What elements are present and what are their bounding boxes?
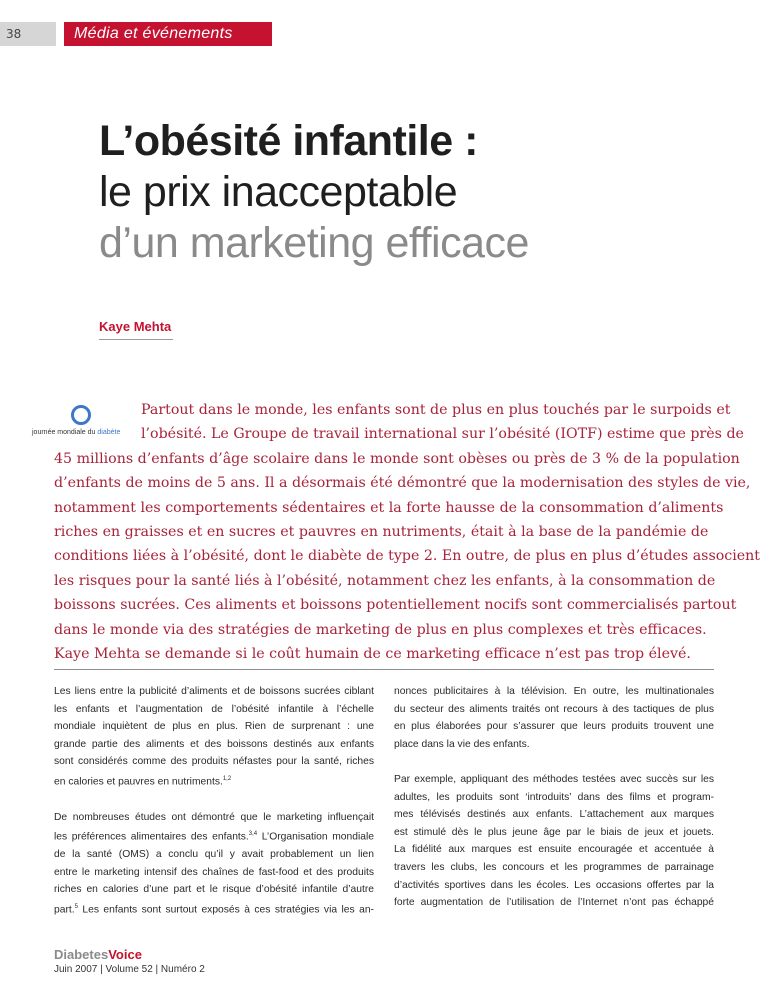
divider	[54, 669, 714, 670]
body-line: grande partie des aliments et des boissons destinés aux enfants	[54, 738, 374, 750]
body-line: entre le marketing intensif des chaînes de fast-food et des produits	[54, 866, 374, 878]
body-line: De nombreuses études ont démontré que le marketing influençait	[54, 811, 374, 823]
body-line: forte augmentation de l’utilisation de l’Internet n’ont pas échappé	[394, 897, 714, 909]
intro-line: riches en graisses et en sucres et pauvres en nutriments, était à la base de la pandémie de	[54, 524, 709, 541]
body-line: adultes, les produits sont ‘introduits’ dans des films et program-	[394, 791, 714, 803]
body-text: L’Organisation mondiale	[257, 831, 375, 843]
section-title: Média et événements	[64, 22, 272, 46]
body-column-left	[54, 683, 374, 937]
intro-line: 45 millions d’enfants d’âge scolaire dans le monde sont obèses ou près de 3 % de la population	[54, 450, 740, 467]
intro-line: notamment les comportements sédentaires et la forte hausse de la consommation d’aliments	[54, 499, 724, 516]
issue-info: Juin 2007 | Volume 52 | Numéro 2	[54, 964, 205, 975]
body-line: du secteur des aliments traités ont recours à des tactiques de plus	[394, 703, 714, 715]
title-line-1: L’obésité infantile :	[99, 117, 478, 165]
body-paragraph	[54, 683, 374, 791]
body-line	[54, 771, 374, 791]
intro-line: d’enfants de moins de 5 ans. Il a désormais été démontré que la modernisation des styles de vie,	[54, 475, 751, 492]
logo-caption-highlight: diabète	[97, 429, 121, 436]
body-line: est stimulé dès le plus jeune âge par le biais de jeux et jouets.	[394, 826, 714, 838]
intro-line: dans le monde via des stratégies de marketing de plus en plus complexes et très efficaces.	[54, 621, 707, 638]
reference: 1,2	[222, 775, 232, 782]
body-paragraph	[394, 683, 714, 753]
body-column-right	[394, 683, 714, 929]
body-line: Par exemple, appliquant des méthodes testées avec succès sur les	[394, 773, 714, 785]
body-line: en plus élaborées pour s’assurer que leurs produits trouvent une	[394, 721, 714, 733]
body-line: les enfants et l’augmentation de l’obésité infantile à l’échelle	[54, 703, 374, 715]
body-line: d’activités sportives dans les écoles. Les occasions offertes par la	[394, 879, 714, 891]
reference: 3,4	[248, 831, 258, 838]
brand-prefix: Diabetes	[54, 947, 109, 962]
body-line: place dans la vie des enfants.	[394, 738, 530, 750]
body-line	[54, 899, 374, 919]
body-paragraph	[394, 771, 714, 912]
body-line: Les liens entre la publicité d’aliments et de boissons sucrées ciblant	[54, 686, 374, 697]
body-line	[54, 826, 374, 846]
intro-line: conditions liées à l’obésité, dont le diabète de type 2. En outre, de plus en plus d’études associent	[54, 548, 760, 565]
title-line-3: d’un marketing efficace	[99, 219, 529, 267]
intro-line: boissons sucrées. Ces aliments et boissons potentiellement nocifs sont commercialisés partout	[54, 597, 737, 614]
body-line: nonces publicitaires à la télévision. En outre, les multinationales	[394, 686, 714, 697]
intro-line: l’obésité. Le Groupe de travail international sur l’obésité (IOTF) estime que près de	[141, 426, 744, 443]
body-text: part.	[54, 904, 75, 916]
body-line: mes télévisés destinés aux enfants. L’attachement aux marques	[394, 809, 714, 821]
intro-line: Partout dans le monde, les enfants sont de plus en plus touchés par le surpoids et	[141, 402, 731, 418]
body-text: en calories et pauvres en nutriments.	[54, 776, 223, 788]
body-text: Les enfants sont surtout exposés à ces stratégies via les an-	[77, 904, 374, 916]
logo-caption-prefix: journée mondiale du	[32, 429, 96, 436]
brand-suffix: Voice	[108, 947, 142, 962]
author-byline: Kaye Mehta	[99, 319, 173, 340]
magazine-logo	[54, 947, 142, 962]
body-line: La fidélité aux marques est ensuite encouragée et accentuée à	[394, 844, 714, 856]
body-line: de la santé (OMS) a conclu qu’il y avait probablement un lien	[54, 849, 374, 861]
page-number: 38	[0, 22, 56, 46]
article-title	[99, 116, 739, 269]
body-text: les préférences alimentaires des enfants.	[54, 831, 249, 843]
body-line: mondiale inquiètent de plus en plus. Rien de surprenant : une	[54, 721, 374, 733]
body-paragraph	[54, 809, 374, 919]
intro-paragraph	[54, 398, 760, 666]
reference: 5	[74, 903, 78, 910]
body-line: sont considérés comme des produits néfastes pour la santé, riches	[54, 756, 374, 768]
intro-line: Kaye Mehta se demande si le coût humain de ce marketing efficace n’est pas trop élevé.	[54, 646, 691, 663]
intro-line: les risques pour la santé liés à l’obésité, notamment chez les enfants, à la consommation de	[54, 572, 716, 589]
title-line-2: le prix inacceptable	[99, 168, 458, 216]
body-line: riches en calories d’une part et le risque d’obésité infantile d’autre	[54, 884, 374, 896]
body-line: travers les clubs, les concours et les programmes de parrainage	[394, 861, 714, 873]
